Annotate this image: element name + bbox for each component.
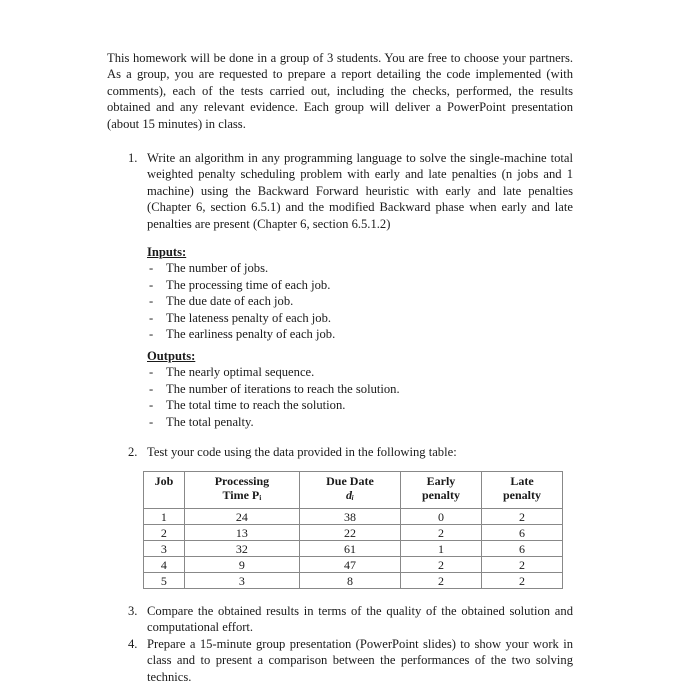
outputs-heading: Outputs:: [147, 349, 196, 363]
table-row: [144, 525, 563, 541]
cell: 3: [184, 573, 299, 589]
cell: 13: [184, 525, 299, 541]
cell: 0: [400, 509, 481, 525]
input-item: - The number of jobs.: [147, 260, 335, 276]
cell: 8: [299, 573, 400, 589]
task-4: [128, 636, 573, 685]
task-text: Compare the obtained results in terms of the quality of the obtained solution and computational effort.: [147, 604, 573, 635]
input-item: - The due date of each job.: [147, 293, 335, 309]
header-processing-time: Processing Time Pᵢ: [184, 472, 299, 509]
inputs-heading: Inputs:: [147, 245, 187, 259]
outputs-section: [147, 348, 400, 430]
table-row: [144, 557, 563, 573]
table-row: [144, 573, 563, 589]
task-number: 3.: [128, 604, 138, 618]
cell: 1: [144, 509, 185, 525]
task-number: 4.: [128, 637, 138, 651]
input-item: - The earliness penalty of each job.: [147, 326, 335, 342]
task-1: [128, 150, 573, 232]
task-text: Prepare a 15-minute group presentation (PowerPoint slides) to show your work in class and to present a comparison between the performances of the two solving technics.: [147, 637, 573, 684]
table-header-row: [144, 472, 563, 509]
cell: 5: [144, 573, 185, 589]
cell: 47: [299, 557, 400, 573]
cell: 2: [400, 573, 481, 589]
cell: 3: [144, 541, 185, 557]
output-item: - The total time to reach the solution.: [147, 397, 400, 413]
intro-paragraph: This homework will be done in a group of 3 students. You are free to choose your partners. As a group, you are requested to prepare a report detailing the code implemented (with comments), each of the tests carried out, including the checks, performed, the results obtained and any relevant evidence. Each group will deliver a PowerPoint presentation (about 15 minutes) in class.: [107, 51, 573, 131]
cell: 24: [184, 509, 299, 525]
output-item: - The nearly optimal sequence.: [147, 364, 400, 380]
jobs-table: [143, 471, 563, 589]
cell: 2: [400, 557, 481, 573]
cell: 4: [144, 557, 185, 573]
table-row: [144, 541, 563, 557]
cell: 22: [299, 525, 400, 541]
cell: 1: [400, 541, 481, 557]
cell: 9: [184, 557, 299, 573]
cell: 32: [184, 541, 299, 557]
output-item: - The total penalty.: [147, 414, 400, 430]
header-due-date: Due Date dᵢ: [299, 472, 400, 509]
header-late-penalty: Late penalty: [481, 472, 562, 509]
input-item: - The processing time of each job.: [147, 277, 335, 293]
header-early-penalty: Early penalty: [400, 472, 481, 509]
cell: 2: [144, 525, 185, 541]
cell: 2: [481, 557, 562, 573]
cell: 2: [400, 525, 481, 541]
input-item: - The lateness penalty of each job.: [147, 310, 335, 326]
task-number: 2.: [128, 445, 138, 459]
cell: 6: [481, 541, 562, 557]
task-3: [128, 603, 573, 636]
cell: 2: [481, 509, 562, 525]
inputs-section: [147, 244, 335, 342]
header-job: Job: [144, 472, 185, 509]
task-number: 1.: [128, 151, 138, 165]
task-text: Test your code using the data provided in the following table:: [147, 445, 457, 459]
cell: 38: [299, 509, 400, 525]
table-row: [144, 509, 563, 525]
output-item: - The number of iterations to reach the solution.: [147, 381, 400, 397]
cell: 6: [481, 525, 562, 541]
cell: 2: [481, 573, 562, 589]
cell: 61: [299, 541, 400, 557]
task-text: Write an algorithm in any programming language to solve the single-machine total weighted penalty scheduling problem with early and late penalties (n jobs and 1 machine) using the Backward Forward heuristic with early and late penalties (Chapter 6, section 6.5.1) and the modified Backward phase when early and late penalties are present (Chapter 6, section 6.5.1.2): [147, 151, 573, 231]
task-2: [128, 444, 573, 460]
